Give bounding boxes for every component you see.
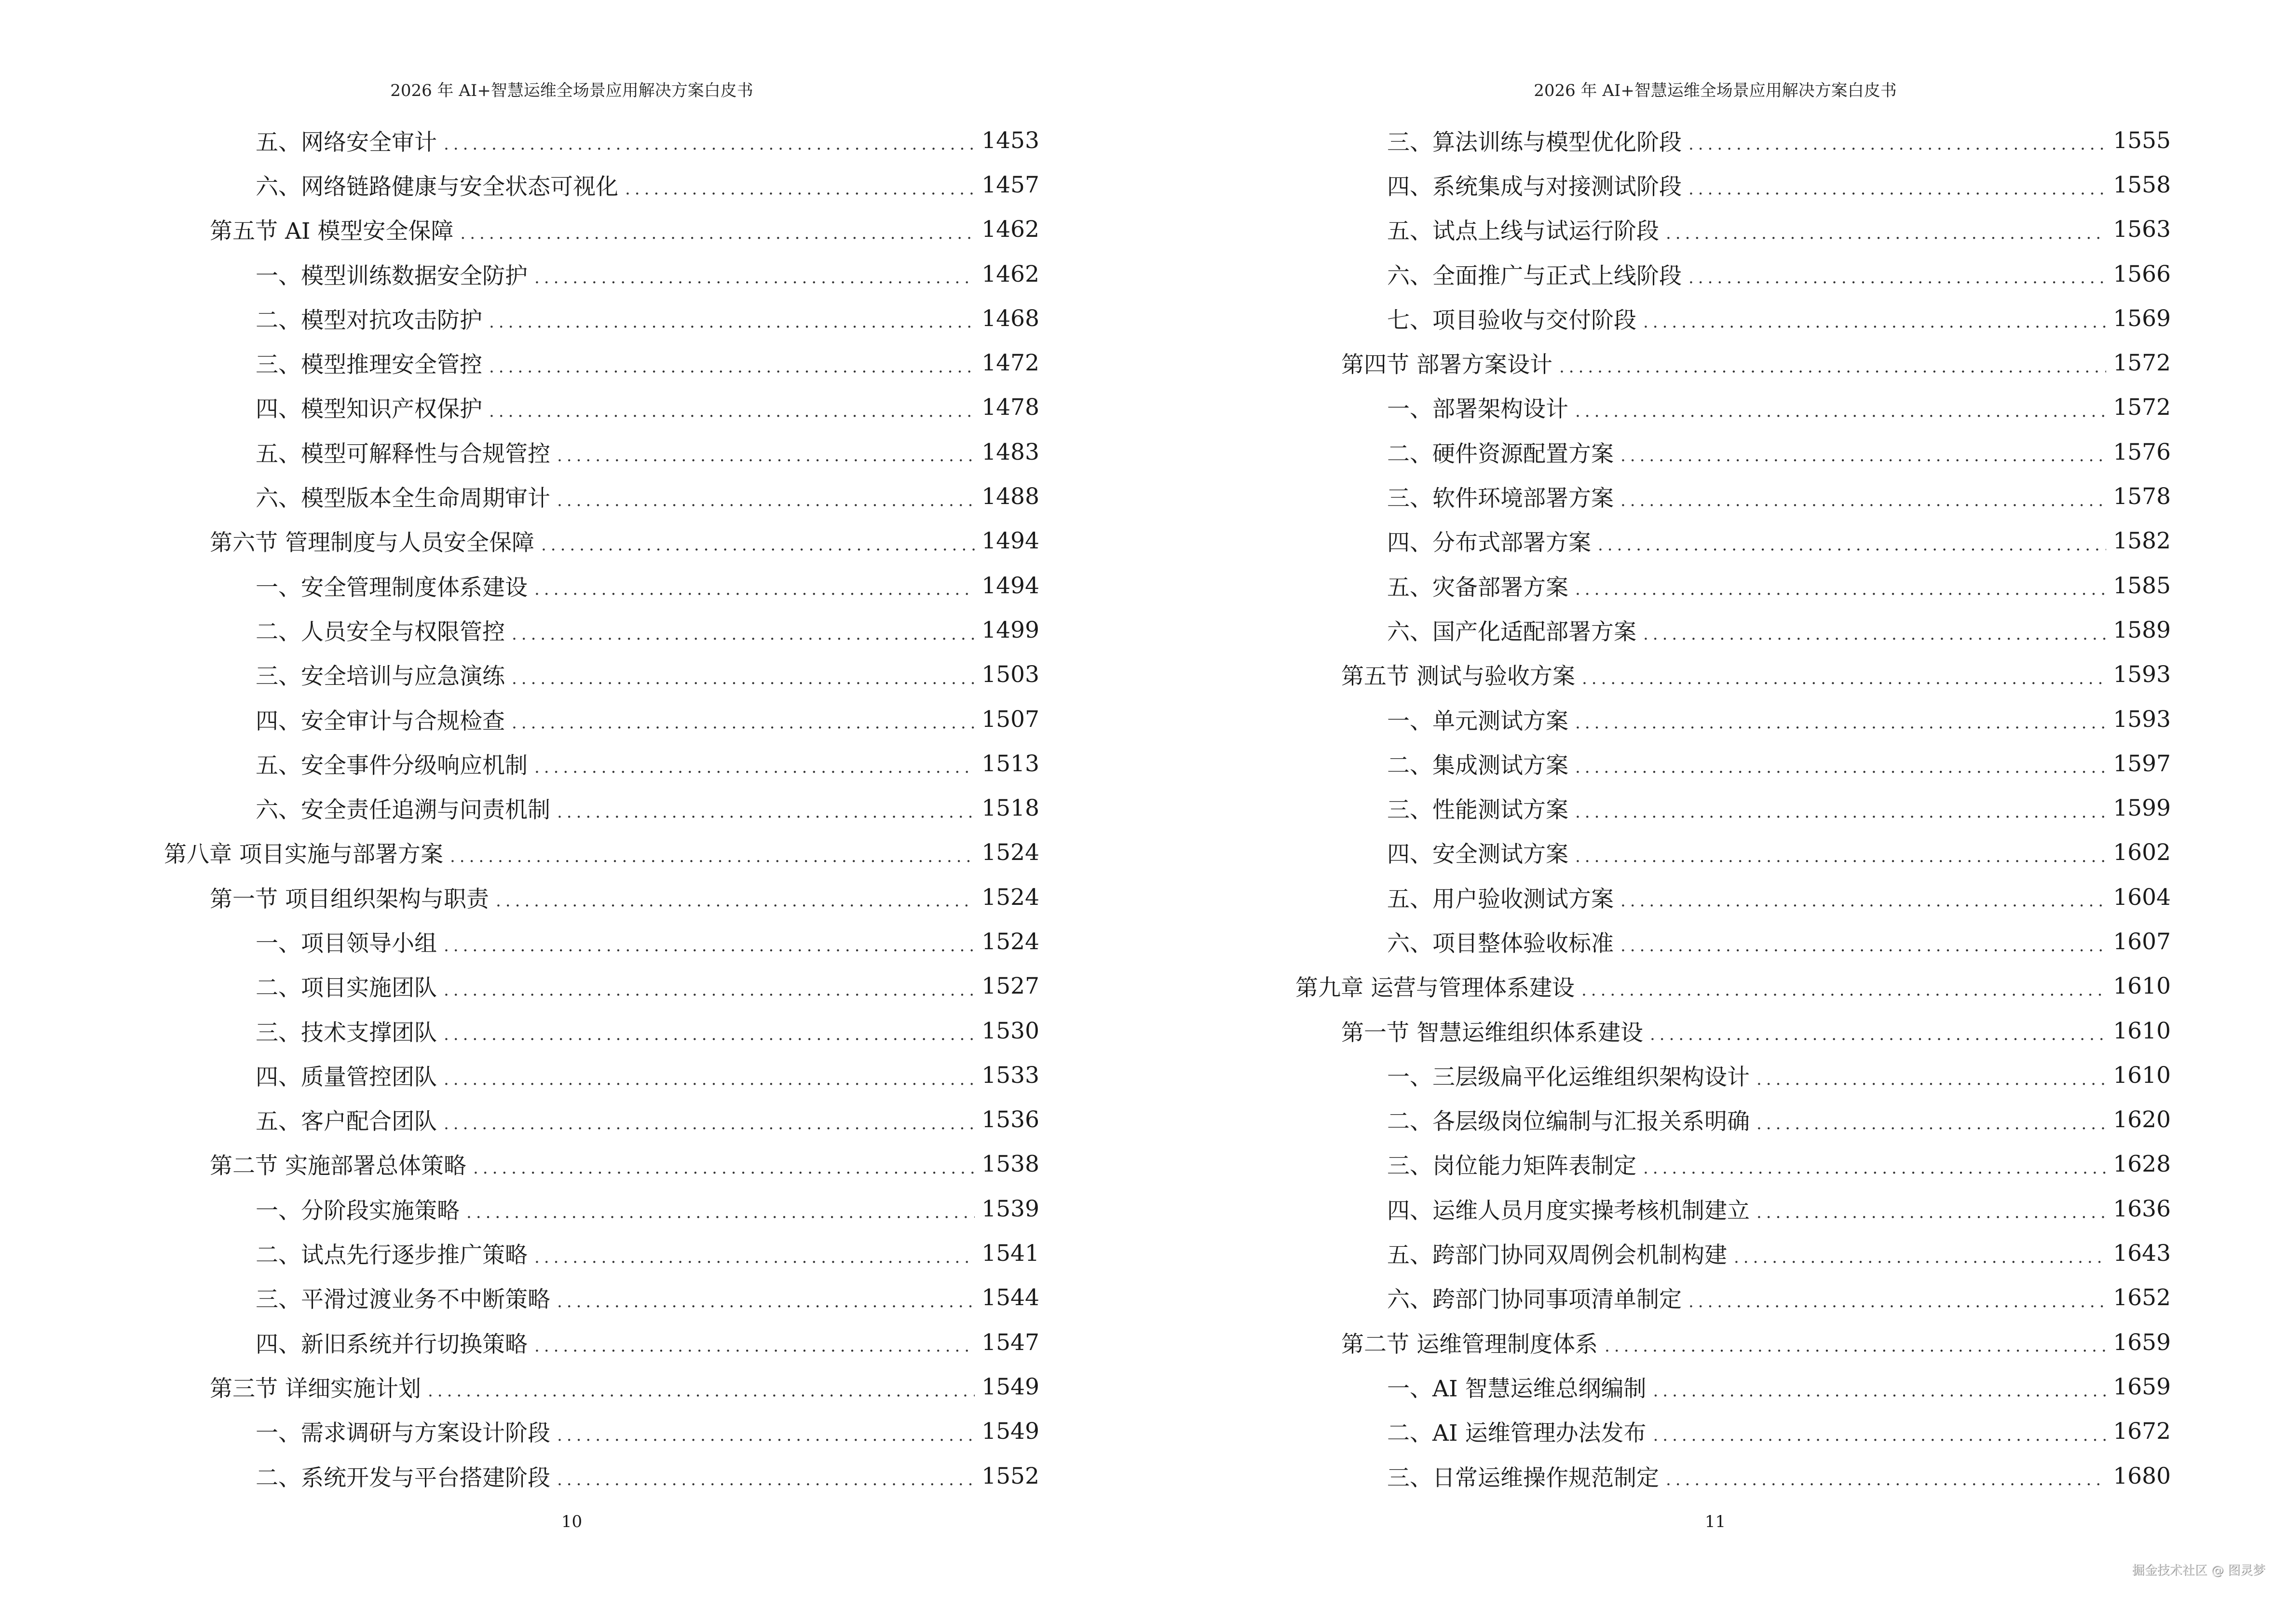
- toc-entry-title: 四、质量管控团队: [256, 1064, 437, 1091]
- dot-leader: [1620, 491, 2106, 519]
- dot-leader: [1575, 713, 2106, 741]
- dot-leader: [534, 1248, 975, 1276]
- toc-entry-title: 三、日常运维操作规范制定: [1387, 1464, 1659, 1491]
- toc-entry-page: 1659: [2113, 1373, 2171, 1400]
- toc-entry-page: 1569: [2113, 305, 2171, 332]
- toc-entry-page: 1483: [981, 438, 1039, 465]
- toc-entry-title: 六、跨部门协同事项清单制定: [1387, 1286, 1682, 1313]
- dot-leader: [1575, 803, 2106, 831]
- toc-subsection-entry[interactable]: [164, 1276, 1039, 1320]
- toc-entry-title: 四、系统集成与对接测试阶段: [1387, 173, 1682, 200]
- watermark: 掘金技术社区 @ 图灵梦: [2132, 1563, 2265, 1578]
- toc-entry-page: 1555: [2113, 127, 2171, 154]
- toc-entry-title: 四、模型知识产权保护: [256, 396, 482, 423]
- toc-subsection-entry[interactable]: [1295, 1231, 2171, 1275]
- toc-entry-title: 二、硬件资源配置方案: [1387, 440, 1614, 467]
- toc-entry-title: 三、平滑过渡业务不中断策略: [256, 1286, 550, 1313]
- toc-subsection-entry[interactable]: [1295, 207, 2171, 252]
- page-header: 2026 年 AI+智慧运维全场景应用解决方案白皮书: [390, 81, 753, 100]
- toc-entry-title: 四、分布式部署方案: [1387, 530, 1591, 557]
- toc-subsection-entry[interactable]: [164, 1231, 1039, 1275]
- toc-entry-page: 1549: [981, 1418, 1039, 1445]
- toc-entry-page: 1462: [981, 260, 1039, 287]
- toc-entry-title: 三、算法训练与模型优化阶段: [1387, 129, 1682, 156]
- toc-entry-title: 三、性能测试方案: [1387, 797, 1568, 824]
- toc-entry-page: 1585: [2113, 572, 2171, 599]
- toc-subsection-entry[interactable]: [1295, 563, 2171, 608]
- dot-leader: [1756, 1203, 2106, 1231]
- dot-leader: [1756, 1070, 2106, 1098]
- dot-leader: [1559, 357, 2106, 385]
- toc-section-entry[interactable]: [1295, 1009, 2171, 1053]
- dot-leader: [1688, 268, 2106, 296]
- toc-section-entry[interactable]: [1295, 341, 2171, 385]
- toc-entry-page: 1607: [2113, 928, 2171, 955]
- dot-leader: [1575, 580, 2106, 608]
- toc-entry-page: 1597: [2113, 750, 2171, 777]
- toc-chapter-entry[interactable]: [164, 831, 1039, 875]
- toc-subsection-entry[interactable]: [164, 385, 1039, 430]
- toc-subsection-entry[interactable]: [164, 252, 1039, 296]
- toc-subsection-entry[interactable]: [1295, 831, 2171, 875]
- toc-entry-title: 第二节 运维管理制度体系: [1341, 1331, 1598, 1358]
- toc-entry-title: 一、部署架构设计: [1387, 396, 1568, 423]
- toc-entry-title: 六、网络链路健康与安全状态可视化: [256, 173, 618, 200]
- toc-entry-title: 五、用户验收测试方案: [1387, 886, 1614, 913]
- toc-section-entry[interactable]: [1295, 653, 2171, 697]
- toc-entry-page: 1572: [2113, 350, 2171, 377]
- toc-entry-page: 1566: [2113, 260, 2171, 287]
- toc-entry-page: 1536: [981, 1106, 1039, 1133]
- toc-entry-page: 1599: [2113, 795, 2171, 822]
- toc-section-entry[interactable]: [164, 1365, 1039, 1409]
- dot-leader: [444, 1025, 975, 1053]
- dot-leader: [534, 1337, 975, 1365]
- dot-leader: [1575, 847, 2106, 875]
- dot-leader: [460, 224, 975, 252]
- toc-subsection-entry[interactable]: [1295, 1365, 2171, 1409]
- dot-leader: [444, 1070, 975, 1098]
- toc-entry-page: 1541: [981, 1240, 1039, 1267]
- toc-subsection-entry[interactable]: [1295, 1276, 2171, 1320]
- toc-subsection-entry[interactable]: [164, 118, 1039, 163]
- toc-entry-title: 五、客户配合团队: [256, 1108, 437, 1135]
- dot-leader: [557, 1426, 975, 1454]
- toc-entry-title: 三、模型推理安全管控: [256, 352, 482, 379]
- toc-entry-title: 二、项目实施团队: [256, 975, 437, 1002]
- toc-entry-page: 1652: [2113, 1284, 2171, 1311]
- toc-entry-title: 一、项目领导小组: [256, 930, 437, 957]
- toc-entry-page: 1527: [981, 973, 1039, 1000]
- toc-entry-title: 二、人员安全与权限管控: [256, 618, 505, 645]
- toc-entry-page: 1524: [981, 928, 1039, 955]
- dot-leader: [473, 1159, 975, 1187]
- dot-leader: [1643, 1159, 2106, 1187]
- toc-subsection-entry[interactable]: [1295, 118, 2171, 163]
- toc-entry-title: 第六节 管理制度与人员安全保障: [210, 530, 534, 557]
- toc-subsection-entry[interactable]: [1295, 741, 2171, 786]
- toc-entry-page: 1503: [981, 661, 1039, 688]
- dot-leader: [489, 357, 975, 385]
- toc-entry-page: 1494: [981, 528, 1039, 555]
- toc-subsection-entry[interactable]: [164, 1009, 1039, 1053]
- toc-entry-page: 1544: [981, 1284, 1039, 1311]
- dot-leader: [1734, 1248, 2106, 1276]
- toc-entry-page: 1578: [2113, 483, 2171, 510]
- toc-entry-page: 1610: [2113, 1062, 2171, 1089]
- toc-subsection-entry[interactable]: [164, 563, 1039, 608]
- toc-subsection-entry[interactable]: [164, 1320, 1039, 1365]
- toc-section-entry[interactable]: [164, 875, 1039, 919]
- dot-leader: [1688, 135, 2106, 163]
- toc-entry-title: 五、模型可解释性与合规管控: [256, 440, 550, 467]
- toc-subsection-entry[interactable]: [164, 697, 1039, 741]
- table-of-contents: [164, 118, 1039, 1498]
- dot-leader: [541, 535, 975, 563]
- toc-entry-title: 二、系统开发与平台搭建阶段: [256, 1464, 550, 1491]
- toc-section-entry[interactable]: [1295, 1320, 2171, 1365]
- dot-leader: [450, 847, 975, 875]
- toc-entry-page: 1582: [2113, 528, 2171, 555]
- toc-subsection-entry[interactable]: [1295, 608, 2171, 652]
- toc-entry-page: 1539: [981, 1195, 1039, 1222]
- toc-subsection-entry[interactable]: [1295, 786, 2171, 830]
- dot-leader: [444, 936, 975, 964]
- toc-entry-page: 1659: [2113, 1329, 2171, 1356]
- toc-entry-title: 第四节 部署方案设计: [1341, 352, 1552, 379]
- toc-subsection-entry[interactable]: [1295, 474, 2171, 519]
- dot-leader: [496, 891, 975, 919]
- dot-leader: [444, 981, 975, 1009]
- toc-entry-title: 五、灾备部署方案: [1387, 574, 1568, 601]
- toc-entry-title: 第一节 智慧运维组织体系建设: [1341, 1019, 1643, 1046]
- toc-subsection-entry[interactable]: [164, 430, 1039, 474]
- dot-leader: [1688, 1292, 2106, 1320]
- toc-entry-title: 六、项目整体验收标准: [1387, 930, 1614, 957]
- table-of-contents: [1295, 118, 2171, 1498]
- toc-entry-page: 1513: [981, 750, 1039, 777]
- toc-entry-page: 1457: [981, 171, 1039, 198]
- toc-subsection-entry[interactable]: [164, 1409, 1039, 1454]
- toc-subsection-entry[interactable]: [1295, 1187, 2171, 1231]
- toc-entry-page: 1538: [981, 1151, 1039, 1178]
- dot-leader: [557, 446, 975, 474]
- toc-subsection-entry[interactable]: [164, 163, 1039, 207]
- right-page: [1144, 0, 2287, 1624]
- toc-entry-title: 二、试点先行逐步推广策略: [256, 1242, 528, 1269]
- toc-subsection-entry[interactable]: [164, 786, 1039, 830]
- dot-leader: [1582, 669, 2106, 697]
- toc-entry-page: 1636: [2113, 1195, 2171, 1222]
- toc-entry-title: 一、AI 智慧运维总纲编制: [1387, 1375, 1647, 1402]
- toc-entry-page: 1672: [2113, 1418, 2171, 1445]
- toc-section-entry[interactable]: [164, 1142, 1039, 1187]
- dot-leader: [557, 1292, 975, 1320]
- toc-subsection-entry[interactable]: [1295, 163, 2171, 207]
- toc-entry-title: 第三节 详细实施计划: [210, 1375, 421, 1402]
- toc-entry-page: 1563: [2113, 216, 2171, 243]
- toc-entry-title: 五、跨部门协同双周例会机制构建: [1387, 1242, 1727, 1269]
- toc-entry-title: 五、试点上线与试运行阶段: [1387, 218, 1659, 245]
- toc-subsection-entry[interactable]: [1295, 875, 2171, 919]
- dot-leader: [534, 758, 975, 786]
- toc-entry-title: 第一节 项目组织架构与职责: [210, 886, 489, 913]
- toc-subsection-entry[interactable]: [1295, 1409, 2171, 1454]
- toc-entry-page: 1604: [2113, 884, 2171, 911]
- toc-subsection-entry[interactable]: [1295, 252, 2171, 296]
- toc-entry-page: 1593: [2113, 661, 2171, 688]
- toc-subsection-entry[interactable]: [164, 919, 1039, 964]
- toc-subsection-entry[interactable]: [164, 1187, 1039, 1231]
- dot-leader: [1575, 758, 2106, 786]
- toc-entry-title: 六、模型版本全生命周期审计: [256, 485, 550, 512]
- toc-entry-page: 1518: [981, 795, 1039, 822]
- toc-subsection-entry[interactable]: [1295, 385, 2171, 430]
- toc-subsection-entry[interactable]: [1295, 519, 2171, 563]
- toc-entry-page: 1549: [981, 1373, 1039, 1400]
- toc-entry-title: 一、分阶段实施策略: [256, 1197, 460, 1224]
- toc-entry-page: 1576: [2113, 438, 2171, 465]
- dot-leader: [512, 625, 975, 653]
- toc-entry-page: 1533: [981, 1062, 1039, 1089]
- dot-leader: [1666, 224, 2106, 252]
- toc-subsection-entry[interactable]: [1295, 430, 2171, 474]
- dot-leader: [1688, 179, 2106, 207]
- toc-entry-title: 第二节 实施部署总体策略: [210, 1153, 466, 1180]
- toc-entry-title: 五、安全事件分级响应机制: [256, 752, 528, 779]
- dot-leader: [1581, 981, 2106, 1009]
- toc-entry-page: 1589: [2113, 616, 2171, 643]
- toc-entry-page: 1572: [2113, 394, 2171, 421]
- toc-entry-page: 1499: [981, 616, 1039, 643]
- toc-entry-page: 1552: [981, 1462, 1039, 1489]
- toc-subsection-entry[interactable]: [1295, 1142, 2171, 1187]
- toc-subsection-entry[interactable]: [164, 653, 1039, 697]
- toc-entry-title: 三、安全培训与应急演练: [256, 663, 505, 690]
- dot-leader: [1620, 891, 2106, 919]
- toc-entry-page: 1628: [2113, 1151, 2171, 1178]
- page-number: 11: [1704, 1512, 1726, 1531]
- toc-entry-title: 三、软件环境部署方案: [1387, 485, 1614, 512]
- dot-leader: [557, 491, 975, 519]
- toc-entry-title: 第五节 测试与验收方案: [1341, 663, 1575, 690]
- toc-entry-title: 四、新旧系统并行切换策略: [256, 1331, 528, 1358]
- toc-entry-title: 三、岗位能力矩阵表制定: [1387, 1153, 1636, 1180]
- toc-entry-title: 第九章 运营与管理体系建设: [1295, 975, 1575, 1002]
- toc-entry-title: 一、单元测试方案: [1387, 708, 1568, 735]
- toc-subsection-entry[interactable]: [164, 608, 1039, 652]
- toc-entry-page: 1524: [981, 884, 1039, 911]
- toc-entry-title: 二、模型对抗攻击防护: [256, 307, 482, 334]
- dot-leader: [489, 402, 975, 430]
- toc-entry-page: 1547: [981, 1329, 1039, 1356]
- toc-entry-page: 1602: [2113, 839, 2171, 866]
- toc-entry-title: 第五节 AI 模型安全保障: [210, 218, 454, 245]
- toc-entry-page: 1530: [981, 1017, 1039, 1044]
- dot-leader: [512, 713, 975, 741]
- dot-leader: [466, 1203, 975, 1231]
- toc-entry-title: 二、集成测试方案: [1387, 752, 1568, 779]
- toc-entry-title: 七、项目验收与交付阶段: [1387, 307, 1636, 334]
- toc-section-entry[interactable]: [164, 519, 1039, 563]
- dot-leader: [1666, 1470, 2106, 1498]
- toc-subsection-entry[interactable]: [164, 741, 1039, 786]
- dot-leader: [1598, 535, 2106, 563]
- toc-entry-title: 四、安全测试方案: [1387, 841, 1568, 868]
- dot-leader: [534, 580, 975, 608]
- dot-leader: [1620, 446, 2106, 474]
- toc-entry-title: 一、三层级扁平化运维组织架构设计: [1387, 1064, 1750, 1091]
- toc-section-entry[interactable]: [164, 207, 1039, 252]
- toc-entry-page: 1524: [981, 839, 1039, 866]
- toc-entry-page: 1610: [2113, 1017, 2171, 1044]
- dot-leader: [1650, 1025, 2106, 1053]
- toc-entry-title: 二、AI 运维管理办法发布: [1387, 1420, 1647, 1447]
- toc-entry-page: 1620: [2113, 1106, 2171, 1133]
- toc-subsection-entry[interactable]: [164, 296, 1039, 341]
- page-number: 10: [561, 1512, 583, 1531]
- toc-entry-title: 五、网络安全审计: [256, 129, 437, 156]
- dot-leader: [557, 1470, 975, 1498]
- toc-subsection-entry[interactable]: [1295, 1098, 2171, 1142]
- dot-leader: [1756, 1114, 2106, 1142]
- toc-entry-title: 六、安全责任追溯与问责机制: [256, 797, 550, 824]
- page-header: 2026 年 AI+智慧运维全场景应用解决方案白皮书: [1534, 81, 1897, 100]
- dot-leader: [534, 268, 975, 296]
- toc-entry-page: 1478: [981, 394, 1039, 421]
- toc-entry-title: 一、需求调研与方案设计阶段: [256, 1420, 550, 1447]
- toc-entry-title: 一、安全管理制度体系建设: [256, 574, 528, 601]
- toc-entry-title: 四、安全审计与合规检查: [256, 708, 505, 735]
- toc-entry-title: 三、技术支撑团队: [256, 1019, 437, 1046]
- toc-entry-page: 1507: [981, 706, 1039, 733]
- toc-entry-title: 二、各层级岗位编制与汇报关系明确: [1387, 1108, 1750, 1135]
- dot-leader: [489, 313, 975, 341]
- toc-entry-page: 1610: [2113, 973, 2171, 1000]
- toc-entry-page: 1453: [981, 127, 1039, 154]
- toc-chapter-entry[interactable]: [1295, 964, 2171, 1009]
- toc-subsection-entry[interactable]: [1295, 697, 2171, 741]
- dot-leader: [512, 669, 975, 697]
- dot-leader: [1653, 1381, 2106, 1409]
- toc-entry-page: 1494: [981, 572, 1039, 599]
- dot-leader: [1605, 1337, 2106, 1365]
- toc-subsection-entry[interactable]: [164, 1053, 1039, 1097]
- toc-entry-page: 1488: [981, 483, 1039, 510]
- toc-subsection-entry[interactable]: [164, 474, 1039, 519]
- dot-leader: [428, 1381, 975, 1409]
- toc-subsection-entry[interactable]: [1295, 296, 2171, 341]
- toc-entry-title: 第八章 项目实施与部署方案: [164, 841, 443, 868]
- toc-entry-page: 1558: [2113, 171, 2171, 198]
- dot-leader: [1575, 402, 2106, 430]
- toc-subsection-entry[interactable]: [164, 341, 1039, 385]
- toc-subsection-entry[interactable]: [1295, 1053, 2171, 1097]
- toc-entry-page: 1643: [2113, 1240, 2171, 1267]
- dot-leader: [1643, 625, 2106, 653]
- toc-entry-page: 1462: [981, 216, 1039, 243]
- toc-entry-page: 1468: [981, 305, 1039, 332]
- dot-leader: [444, 1114, 975, 1142]
- toc-subsection-entry[interactable]: [164, 1454, 1039, 1498]
- dot-leader: [1653, 1426, 2106, 1454]
- toc-subsection-entry[interactable]: [164, 964, 1039, 1009]
- dot-leader: [1620, 936, 2106, 964]
- dot-leader: [625, 179, 975, 207]
- toc-entry-title: 一、模型训练数据安全防护: [256, 262, 528, 289]
- toc-entry-title: 六、国产化适配部署方案: [1387, 618, 1636, 645]
- toc-entry-page: 1472: [981, 350, 1039, 377]
- toc-entry-page: 1593: [2113, 706, 2171, 733]
- dot-leader: [1643, 313, 2106, 341]
- toc-entry-page: 1680: [2113, 1462, 2171, 1489]
- toc-entry-title: 四、运维人员月度实操考核机制建立: [1387, 1197, 1750, 1224]
- toc-entry-title: 六、全面推广与正式上线阶段: [1387, 262, 1682, 289]
- toc-subsection-entry[interactable]: [164, 1098, 1039, 1142]
- toc-subsection-entry[interactable]: [1295, 919, 2171, 964]
- dot-leader: [444, 135, 975, 163]
- toc-subsection-entry[interactable]: [1295, 1454, 2171, 1498]
- dot-leader: [557, 803, 975, 831]
